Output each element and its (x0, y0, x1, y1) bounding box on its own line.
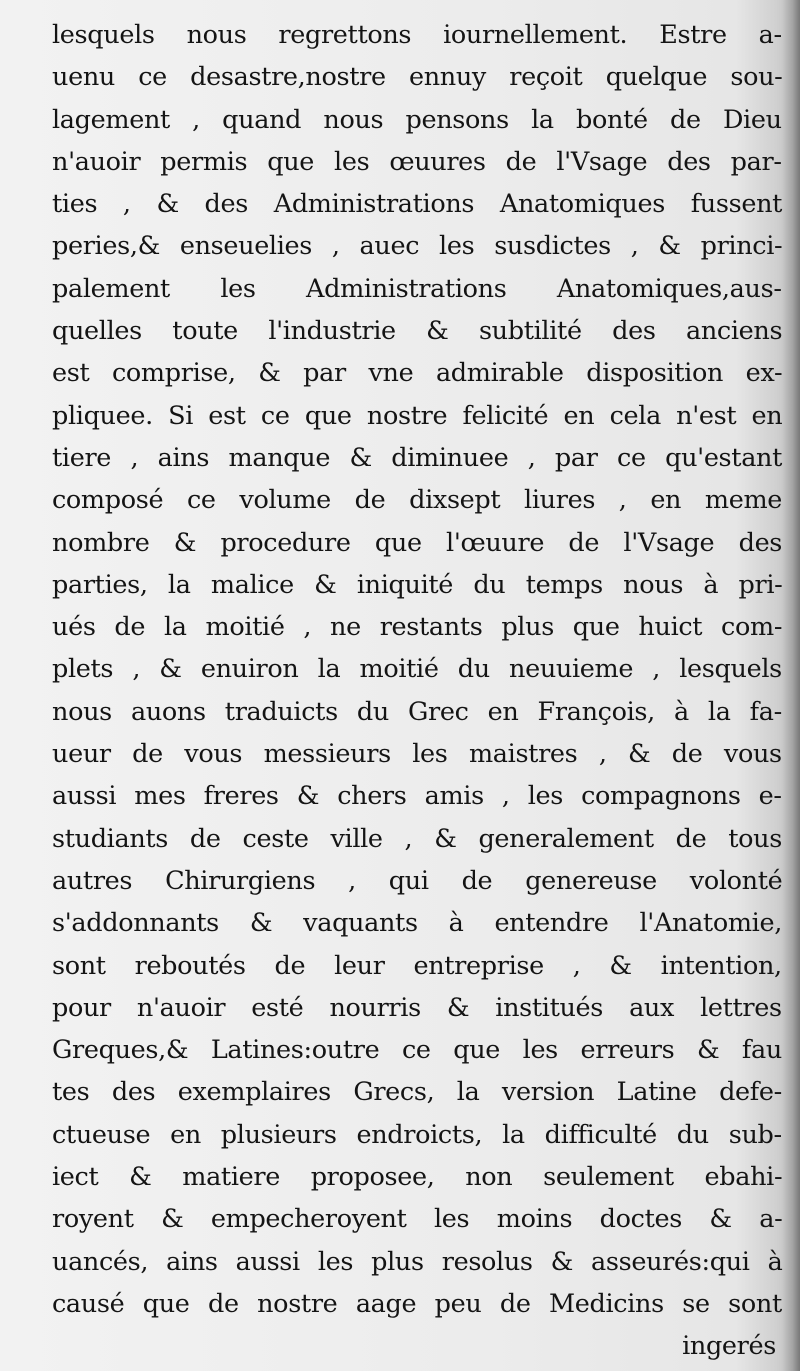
catchword: ingerés (682, 1331, 776, 1362)
text-line: est comprise, & par vne admirable disposition ex- (52, 358, 783, 389)
text-line: plets , & enuiron la moitié du neuuieme , lesquels (52, 654, 782, 685)
text-line: n'auoir permis que les œuures de l'Vsage des par- (52, 146, 782, 177)
text-line: ties , & des Administrations Anatomiques fussent (52, 189, 783, 220)
text-line: royent & empecheroyent les moins doctes & a- (52, 1204, 783, 1235)
body-text (52, 14, 782, 1368)
text-line: nombre & procedure que l'œuure de l'Vsage des (52, 527, 783, 558)
text-line: quelles toute l'industrie & subtilité des anciens (52, 316, 783, 347)
text-line: aussi mes freres & chers amis , les compagnons e- (52, 781, 782, 812)
text-line: pliquee. Si est ce que nostre felicité en cela n'est en (52, 400, 783, 431)
text-line: parties, la malice & iniquité du temps nous à pri- (52, 569, 783, 600)
text-line: peries,& enseuelies , auec les susdictes , & princi- (52, 231, 783, 262)
text-line: ués de la moitié , ne restants plus que huict com- (52, 612, 783, 643)
text-line: iect & matiere proposee, non seulement ebahi- (52, 1162, 783, 1193)
text-line: lagement , quand nous pensons la bonté de Dieu (52, 104, 782, 135)
text-line: ueur de vous messieurs les maistres , & de vous (52, 739, 782, 770)
text-line: s'addonnants & vaquants à entendre l'Anatomie, (52, 908, 782, 939)
text-line: Greques,& Latines:outre ce que les erreurs & fau (52, 1035, 782, 1066)
text-line: sont reboutés de leur entreprise , & intention, (52, 950, 782, 981)
text-line: ctueuse en plusieurs endroicts, la difficulté du sub- (52, 1119, 782, 1150)
text-line: tes des exemplaires Grecs, la version Latine defe- (52, 1077, 782, 1108)
text-line: pour n'auoir esté nourris & institués aux lettres (52, 992, 782, 1023)
text-line: causé que de nostre aage peu de Medicins se sont (52, 1288, 782, 1319)
text-line: nous auons traduicts du Grec en François, à la fa- (52, 696, 782, 727)
text-line: lesquels nous regrettons iournellement. Estre a- (52, 20, 782, 50)
text-line: composé ce volume de dixsept liures , en meme (52, 485, 783, 516)
text-line: autres Chirurgiens , qui de genereuse volonté (52, 865, 783, 896)
text-line: tiere , ains manque & diminuee , par ce qu'estant (52, 442, 783, 473)
page-edge-shadow (782, 0, 800, 1371)
text-line: uenu ce desastre,nostre ennuy reçoit quelque sou- (52, 62, 783, 93)
text-line: studiants de ceste ville , & generalement de tous (52, 823, 782, 854)
text-line: palement les Administrations Anatomiques,aus- (52, 273, 782, 304)
text-line: uancés, ains aussi les plus resolus & asseurés:qui à (52, 1246, 783, 1277)
